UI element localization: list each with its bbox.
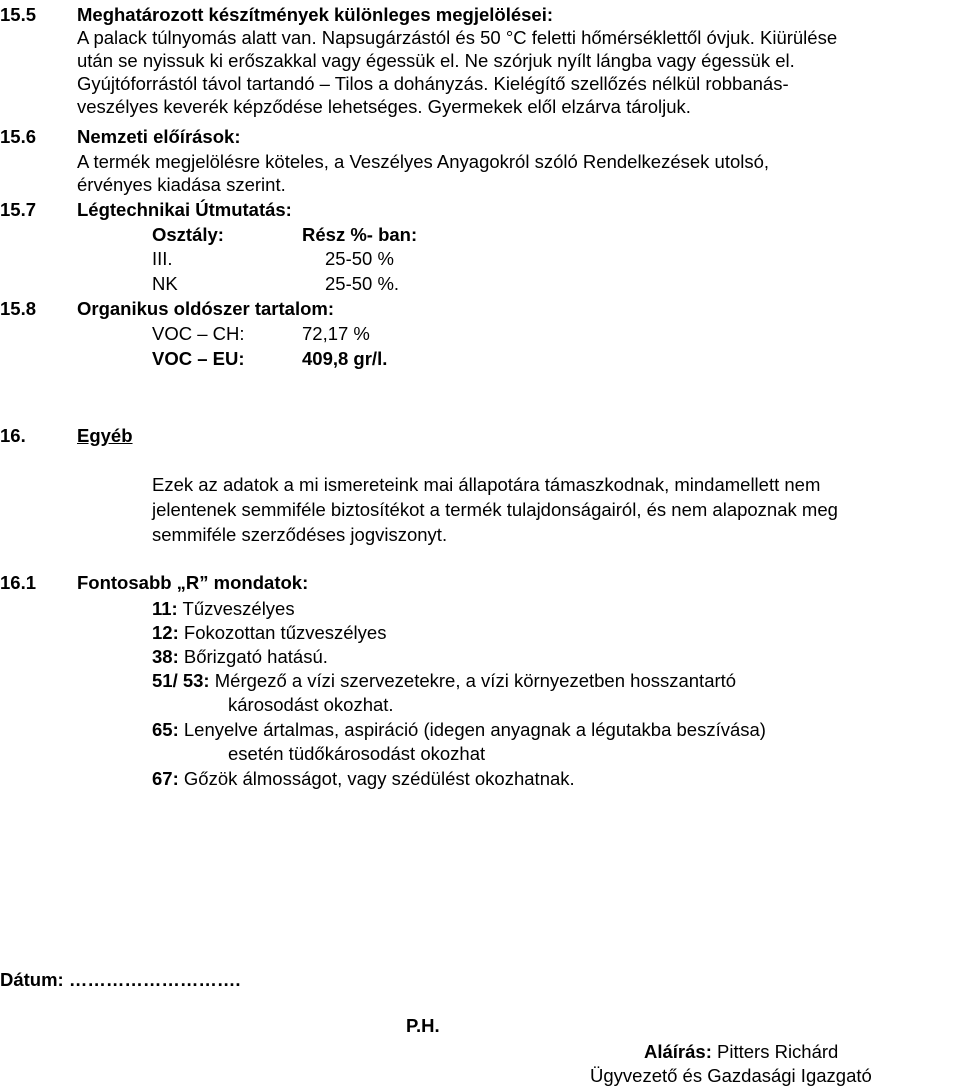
r-phrase-item bbox=[152, 767, 575, 790]
r-phrase-text: Gőzök álmosságot, vagy szédülést okozhatnak. bbox=[183, 768, 575, 789]
r-phrase-item bbox=[152, 645, 328, 668]
voc-eu-label: VOC – EU: bbox=[152, 348, 245, 369]
section-15-8-number: 15.8 bbox=[0, 298, 37, 319]
r-phrase-code: 65: bbox=[152, 719, 179, 740]
r-phrase-text: Fokozottan tűzveszélyes bbox=[183, 622, 387, 643]
r-phrase-text: Tűzveszélyes bbox=[182, 598, 295, 619]
r-phrase-text: Mérgező a vízi szervezetekre, a vízi környezetben hosszantartó bbox=[214, 670, 737, 691]
r-phrase-code: 11: bbox=[152, 598, 178, 619]
r-phrase-code: 67: bbox=[152, 768, 179, 789]
disclaimer-line: jelentenek semmiféle biztosítékot a termék tulajdonságairól, és nem alapoznak meg bbox=[152, 499, 838, 520]
section-15-6-number: 15.6 bbox=[0, 126, 37, 147]
section-15-5-number: 15.5 bbox=[0, 4, 37, 25]
r-phrase-text: Bőrizgató hatású. bbox=[183, 646, 328, 667]
section-15-7-number: 15.7 bbox=[0, 199, 37, 220]
signature-line bbox=[644, 1040, 838, 1063]
percent-value: 25-50 %. bbox=[325, 273, 400, 294]
r-phrase-text: Lenyelve ártalmas, aspiráció (idegen anyagnak a légutakba beszívása) bbox=[183, 719, 766, 740]
section-15-8-title: Organikus oldószer tartalom: bbox=[77, 298, 334, 319]
section-16-number: 16. bbox=[0, 425, 26, 446]
r-phrase-item bbox=[152, 718, 766, 741]
section-15-6-title: Nemzeti előírások: bbox=[77, 126, 241, 147]
disclaimer-line: Ezek az adatok a mi ismereteink mai állapotára támaszkodnak, mindamellett nem bbox=[152, 474, 821, 495]
class-column-header: Osztály: bbox=[152, 224, 224, 245]
section-15-5-line: után se nyissuk ki erőszakkal vagy égessük el. Ne szórjuk nyílt lángba vagy égessük el. bbox=[77, 50, 795, 71]
percent-value: 25-50 % bbox=[325, 248, 394, 269]
signature-name: Pitters Richárd bbox=[717, 1041, 839, 1062]
voc-ch-label: VOC – CH: bbox=[152, 323, 245, 344]
voc-eu-value: 409,8 gr/l. bbox=[302, 348, 388, 369]
signer-role: Ügyvezető és Gazdasági Igazgató bbox=[590, 1065, 872, 1086]
r-phrase-code: 51/ 53: bbox=[152, 670, 210, 691]
r-phrase-continuation: károsodást okozhat. bbox=[228, 694, 394, 715]
section-15-5-line: veszélyes keverék képződése lehetséges. Gyermekek elől elzárva tároljuk. bbox=[77, 96, 691, 117]
r-phrase-item bbox=[152, 597, 295, 620]
section-16-title: Egyéb bbox=[77, 425, 133, 446]
date-line: Dátum: ………………………. bbox=[0, 969, 241, 990]
class-value: NK bbox=[152, 273, 178, 294]
section-15-7-title: Légtechnikai Útmutatás: bbox=[77, 199, 292, 220]
r-phrase-item bbox=[152, 621, 386, 644]
section-16-1-title: Fontosabb „R” mondatok: bbox=[77, 572, 309, 593]
voc-ch-value: 72,17 % bbox=[302, 323, 370, 344]
r-phrase-code: 12: bbox=[152, 622, 179, 643]
section-15-5-title: Meghatározott készítmények különleges megjelölései: bbox=[77, 4, 554, 25]
percent-column-header: Rész %- ban: bbox=[302, 224, 418, 245]
r-phrase-code: 38: bbox=[152, 646, 179, 667]
r-phrase-item bbox=[152, 669, 736, 692]
section-15-6-line: érvényes kiadása szerint. bbox=[77, 174, 286, 195]
disclaimer-line: semmiféle szerződéses jogviszonyt. bbox=[152, 524, 448, 545]
class-value: III. bbox=[152, 248, 173, 269]
section-15-5-line: A palack túlnyomás alatt van. Napsugárzástól és 50 °C feletti hőmérséklettől óvjuk. Kiürülése bbox=[77, 27, 838, 48]
signature-label: Aláírás: bbox=[644, 1041, 712, 1062]
r-phrase-continuation: esetén tüdőkárosodást okozhat bbox=[228, 743, 486, 764]
section-15-5-line: Gyújtóforrástól távol tartandó – Tilos a dohányzás. Kielégítő szellőzés nélkül robbanás- bbox=[77, 73, 789, 94]
section-16-1-number: 16.1 bbox=[0, 572, 37, 593]
section-15-6-line: A termék megjelölésre köteles, a Veszélyes Anyagokról szóló Rendelkezések utolsó, bbox=[77, 151, 770, 172]
stamp-placeholder: P.H. bbox=[406, 1015, 440, 1036]
